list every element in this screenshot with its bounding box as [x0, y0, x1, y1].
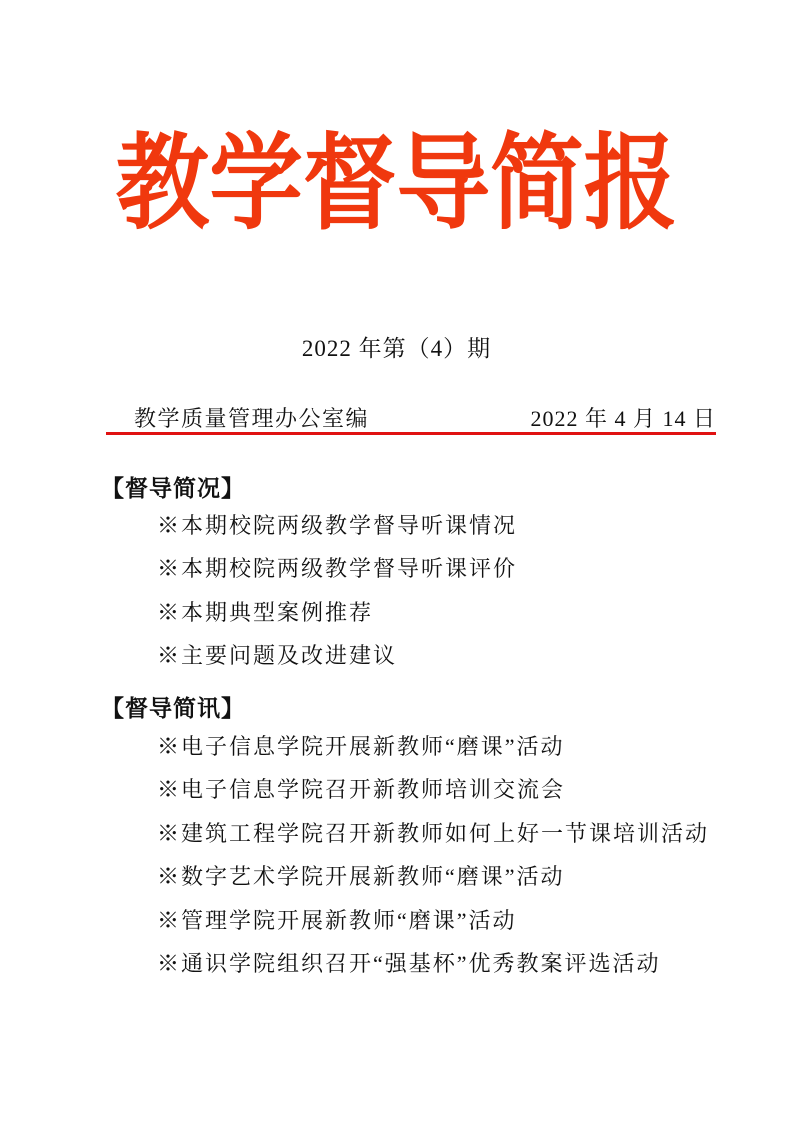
red-rule	[106, 432, 716, 435]
list-item: ※本期校院两级教学督导听课情况	[157, 513, 518, 538]
issue-number-line: 2022 年第（4）期	[301, 336, 492, 361]
supervision-news-list	[157, 734, 709, 994]
supervision-overview-list	[157, 513, 517, 687]
editor-office-label: 教学质量管理办公室编	[134, 406, 370, 431]
list-item: ※电子信息学院开展新教师“磨课”活动	[157, 734, 565, 759]
list-item: ※本期校院两级教学督导听课评价	[157, 556, 518, 582]
list-item: ※电子信息学院召开新教师培训交流会	[157, 777, 566, 803]
section-heading-supervision-overview: 【督导简况】	[101, 475, 245, 501]
list-item: ※主要问题及改进建议	[157, 643, 398, 669]
list-item: ※数字艺术学院开展新教师“磨课”活动	[157, 864, 565, 890]
publication-date: 2022 年 4 月 14 日	[530, 406, 716, 431]
list-item: ※本期典型案例推荐	[157, 599, 374, 625]
list-item: ※建筑工程学院召开新教师如何上好一节课培训活动	[157, 820, 710, 846]
section-heading-supervision-news: 【督导简讯】	[101, 695, 245, 721]
list-item: ※通识学院组织召开“强基杯”优秀教案评选活动	[157, 950, 661, 976]
list-item: ※管理学院开展新教师“磨课”活动	[157, 907, 517, 933]
byline-row	[106, 402, 716, 433]
bulletin-title: 教学督导简报	[115, 127, 678, 242]
